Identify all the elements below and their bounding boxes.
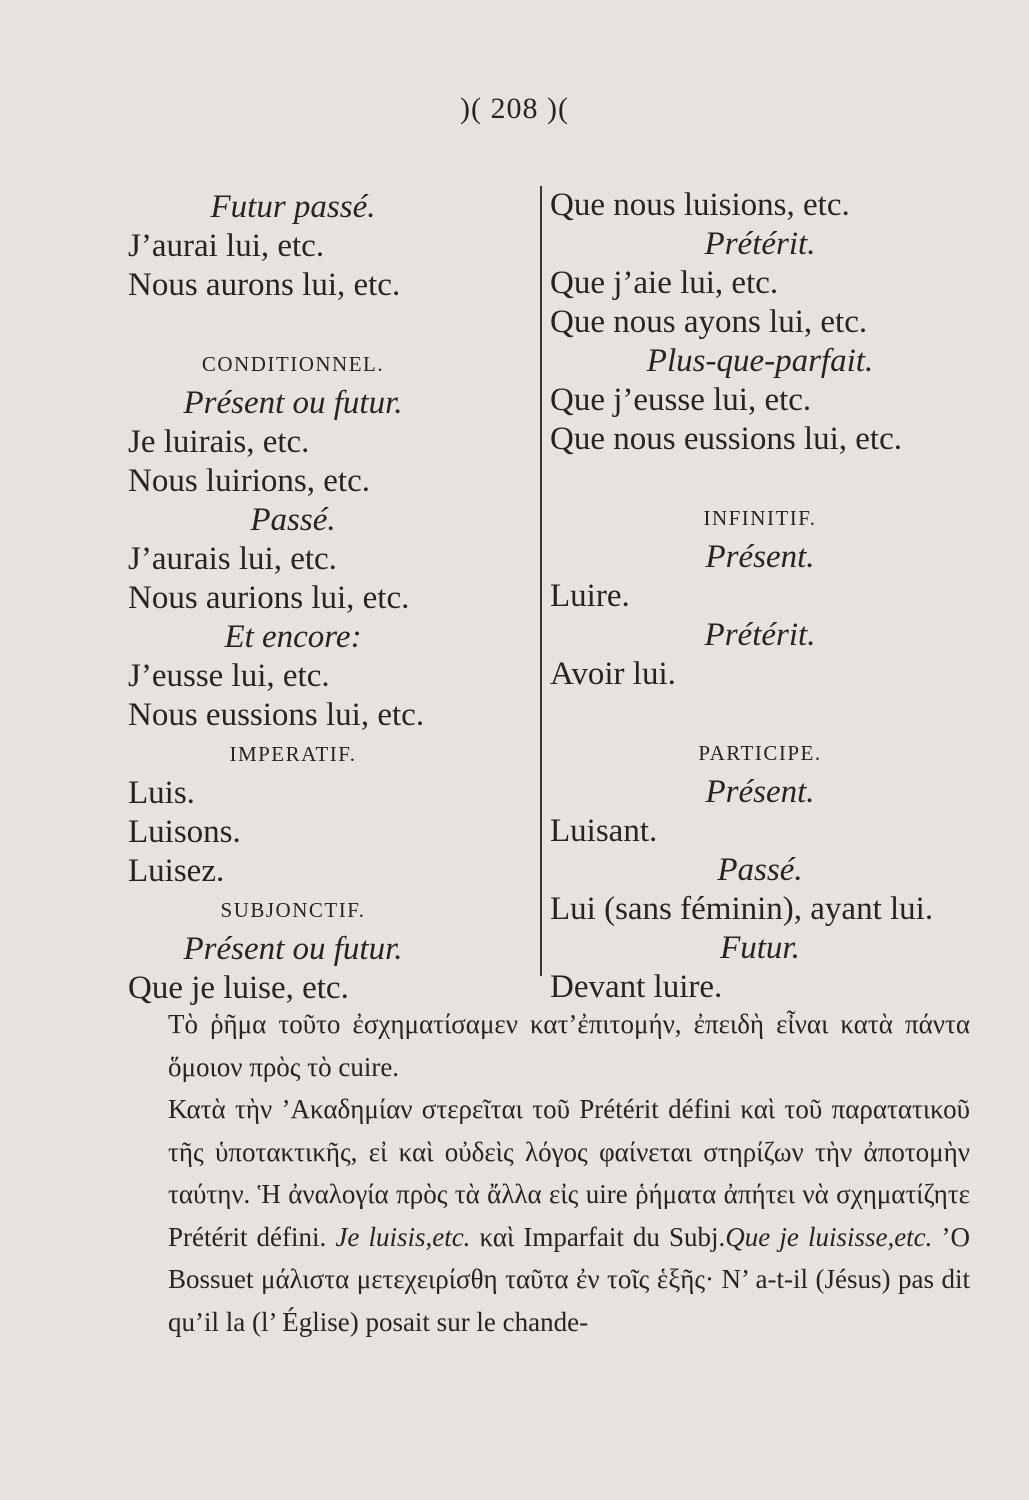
tense-heading: Passé. bbox=[717, 852, 803, 888]
paragraph-2-text-c: ’Ο Bossuet μάλιστα μετεχειρίσθη ταῦτα ἐν τοῖς ἑξῆς· N’ a-t-il (Jésus) pas dit qu’il la (l’ Église) posait sur le chande- bbox=[168, 1221, 971, 1337]
conjugation-line: J’aurai lui, etc. bbox=[128, 228, 325, 264]
page-number: )( 208 )( bbox=[460, 92, 569, 125]
conjugation-line: Luisant. bbox=[550, 813, 658, 849]
spacer bbox=[550, 459, 970, 499]
spacer bbox=[550, 694, 970, 734]
conjugation-line: Nous eussions lui, etc. bbox=[128, 697, 425, 733]
tense-heading: Prétérit. bbox=[704, 226, 816, 262]
tense-heading: Présent ou futur. bbox=[183, 931, 403, 967]
right-column bbox=[550, 186, 970, 1007]
conjugation-line: Que j’aie lui, etc. bbox=[550, 265, 779, 301]
paragraph-2 bbox=[128, 1088, 970, 1343]
mood-heading: PARTICIPE. bbox=[698, 741, 822, 765]
conjugation-line: Je luirais, etc. bbox=[128, 424, 310, 460]
mood-heading: IMPERATIF. bbox=[229, 742, 357, 766]
column-divider bbox=[540, 186, 542, 976]
conjugation-line: Luisez. bbox=[128, 853, 225, 889]
tense-heading: Futur passé. bbox=[210, 189, 376, 225]
tense-heading: Et encore: bbox=[224, 619, 362, 655]
conjugation-line: Que nous ayons lui, etc. bbox=[550, 304, 868, 340]
conjugation-line: Que nous luisions, etc. bbox=[550, 187, 850, 223]
conjugation-line: Lui (sans féminin), ayant lui. bbox=[550, 891, 934, 927]
paragraph-2-text-a: Κατὰ τὴν ’Ακαδημίαν στερεῖται τοῦ Prétérit défini καὶ τοῦ παρατατικοῦ τῆς ὑποτακτικῆς, εἰ καὶ οὐδεὶς λόγος φαίνεται στηρίζων τὴν ἀποτομὴν ταύτην. Ἡ ἀναλογία πρὸς τὰ ἄλλα εἰς uire ῥήματα ἀπήτει νὰ σχηματίζητε Prétérit défini. bbox=[168, 1094, 970, 1252]
conjugation-line: Nous luirions, etc. bbox=[128, 463, 370, 499]
conjugation-line: Que j’eusse lui, etc. bbox=[550, 382, 812, 418]
mood-heading: SUBJONCTIF. bbox=[220, 898, 366, 922]
tense-heading: Prétérit. bbox=[704, 617, 816, 653]
conjugation-line: Devant luire. bbox=[550, 969, 723, 1005]
paragraph-1: Τὸ ῥῆμα τοῦτο ἐσχηματίσαμεν κατ’ἐπιτομήν, ἐπειδὴ εἶναι κατὰ πάντα ὅμοιον πρὸς τὸ cuire. bbox=[168, 1009, 970, 1082]
tense-heading: Passé. bbox=[250, 502, 336, 538]
conjugation-line: Que nous eussions lui, etc. bbox=[550, 421, 902, 457]
tense-heading: Présent ou futur. bbox=[183, 385, 403, 421]
tense-heading: Présent. bbox=[705, 539, 815, 575]
left-column bbox=[128, 188, 458, 1008]
conjugation-line: Nous aurons lui, etc. bbox=[128, 267, 401, 303]
body-text bbox=[128, 1003, 970, 1343]
conjugation-line: Nous aurions lui, etc. bbox=[128, 580, 410, 616]
conjugation-line: Que je luise, etc. bbox=[128, 970, 349, 1006]
paragraph-2-italic-b: Que je luisisse,etc. bbox=[725, 1221, 933, 1252]
mood-heading: INFINITIF. bbox=[703, 506, 817, 530]
paragraph-2-text-b: καὶ Imparfait du Subj. bbox=[479, 1221, 726, 1252]
mood-heading: CONDITIONNEL. bbox=[201, 352, 385, 376]
conjugation-line: Avoir lui. bbox=[550, 656, 676, 692]
paragraph-2-italic-a: Je luisis,etc. bbox=[335, 1221, 471, 1252]
spacer bbox=[128, 305, 458, 345]
tense-heading: Futur. bbox=[720, 930, 800, 966]
tense-heading: Plus-que-parfait. bbox=[646, 343, 874, 379]
conjugation-line: Luisons. bbox=[128, 814, 241, 850]
conjugation-line: Luis. bbox=[128, 775, 195, 811]
conjugation-line: J’eusse lui, etc. bbox=[128, 658, 330, 694]
conjugation-line: J’aurais lui, etc. bbox=[128, 541, 337, 577]
tense-heading: Présent. bbox=[705, 774, 815, 810]
conjugation-line: Luire. bbox=[550, 578, 630, 614]
